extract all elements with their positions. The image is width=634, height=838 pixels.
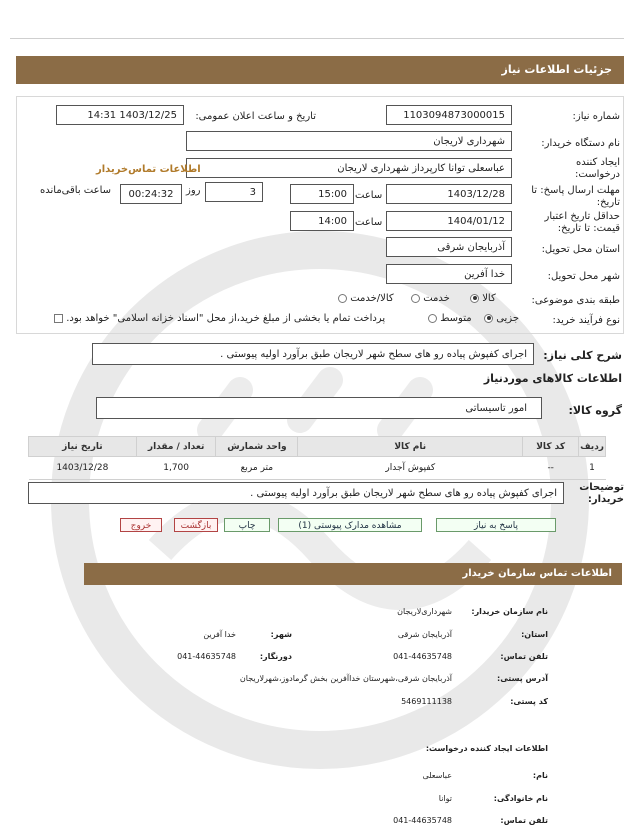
goods-section-title: اطلاعات کالاهای موردنیاز — [483, 372, 622, 385]
contact-org-label: نام سازمان خریدار: — [471, 607, 548, 616]
treasury-payment-option[interactable] — [54, 313, 385, 324]
table-row — [29, 457, 606, 480]
creator-label: ایجاد کننده درخواست: — [575, 157, 620, 180]
contact-section-title: اطلاعات تماس سازمان خریدار — [462, 568, 612, 579]
checkbox-icon — [54, 314, 63, 323]
contact-address-value: آذربایجان شرقی،شهرستان خداآفرین بخش گرمادوز،شهرلاریجان — [239, 674, 452, 683]
validity-label: حداقل تاریخ اعتبار قیمت: تا تاریخ: — [544, 211, 620, 234]
deadline-label: مهلت ارسال پاسخ: تا تاریخ: — [531, 185, 620, 208]
category-both-label: کالا/خدمت — [350, 293, 394, 304]
contact-province-label: استان: — [521, 630, 548, 639]
validity-time-label: ساعت — [355, 217, 383, 228]
category-option-goods[interactable] — [470, 293, 496, 304]
creator-phone-value: 041-44635748 — [393, 816, 452, 825]
exit-button[interactable]: خروج — [120, 518, 162, 532]
announce-field: 1403/12/25 14:31 — [56, 105, 184, 125]
creator-info-title: اطلاعات ایجاد کننده درخواست: — [425, 744, 548, 753]
cell-row-number: 1 — [579, 457, 606, 480]
cell-item-name: کفپوش آجدار — [298, 457, 523, 480]
cell-unit: متر مربع — [216, 457, 298, 480]
deadline-date-field: 1403/12/28 — [386, 184, 512, 204]
table-header-row — [29, 437, 606, 457]
category-label: طبقه بندی موضوعی: — [531, 295, 620, 306]
category-goods-label: کالا — [482, 293, 496, 304]
creator-family-value: توانا — [438, 794, 452, 803]
purchase-option-minor[interactable] — [484, 313, 519, 324]
col-row-number: ردیف — [579, 437, 606, 457]
top-divider — [10, 38, 624, 39]
contact-postal-label: کد پستی: — [510, 697, 548, 706]
col-need-date: تاریخ نیاز — [29, 437, 137, 457]
category-option-both[interactable] — [338, 293, 394, 304]
city-field: خدا آفرین — [386, 264, 512, 284]
reply-button[interactable]: پاسخ به نیاز — [436, 518, 556, 532]
announce-label: تاریخ و ساعت اعلان عمومی: — [195, 111, 316, 122]
buyer-notes-label: توضیحات خریدار: — [579, 482, 624, 505]
contact-fax-value: 041-44635748 — [177, 652, 236, 661]
contact-phone-value: 041-44635748 — [393, 652, 452, 661]
radio-icon — [411, 294, 420, 303]
buyer-notes-field: اجرای کفپوش پیاده رو های سطح شهر لاریجان طبق برآورد اولیه پیوستی . — [28, 482, 564, 504]
cell-quantity: 1,700 — [136, 457, 216, 480]
goods-group-label: گروه کالا: — [568, 404, 622, 417]
contact-city-value: خدا آفرین — [203, 630, 236, 639]
col-item-code: کد کالا — [523, 437, 579, 457]
creator-name-label: نام: — [532, 771, 548, 780]
contact-address-label: آدرس پستی: — [497, 674, 548, 683]
city-label: شهر محل تحویل: — [547, 271, 620, 282]
page-header — [16, 56, 624, 84]
creator-family-label: نام خانوادگی: — [493, 794, 548, 803]
buyer-org-label: نام دستگاه خریدار: — [541, 138, 620, 149]
need-number-field: 1103094873000015 — [386, 105, 512, 125]
buyer-contact-link[interactable]: اطلاعات تماس‌خریدار — [96, 164, 201, 175]
purchase-minor-label: جزیی — [496, 313, 520, 324]
remaining-label: ساعت باقی‌مانده — [40, 185, 112, 196]
need-number-label: شماره نیاز: — [572, 111, 620, 122]
cell-need-date: 1403/12/28 — [29, 457, 137, 480]
days-field: 3 — [205, 182, 263, 202]
col-item-name: نام کالا — [298, 437, 523, 457]
goods-group-field: امور تاسیساتی — [96, 397, 542, 419]
page-title: جزئیات اطلاعات نیاز — [501, 63, 612, 76]
category-option-service[interactable] — [411, 293, 450, 304]
contact-org-value: شهرداری‌لاریجان — [397, 607, 452, 616]
province-field: آذربایجان شرقی — [386, 237, 512, 257]
summary-field: اجرای کفپوش پیاده رو های سطح شهر لاریجان طبق برآورد اولیه پیوستی . — [92, 343, 534, 365]
radio-icon — [484, 314, 493, 323]
creator-field: عباسعلی توانا کارپرداز شهرداری لاریجان — [186, 158, 512, 178]
purchase-medium-label: متوسط — [440, 313, 472, 324]
remaining-time-field: 00:24:32 — [120, 184, 182, 204]
goods-table — [28, 436, 606, 480]
contact-section-header — [84, 563, 622, 585]
validity-date-field: 1404/01/12 — [386, 211, 512, 231]
contact-fax-label: دورنگار: — [259, 652, 292, 661]
creator-phone-label: تلفن تماس: — [500, 816, 548, 825]
contact-postal-value: 5469111138 — [401, 697, 452, 706]
contact-phone-label: تلفن تماس: — [500, 652, 548, 661]
buyer-org-field: شهرداری لاریجان — [186, 131, 512, 151]
contact-province-value: آذربایجان شرقی — [397, 630, 452, 639]
treasury-payment-note: پرداخت تمام یا بخشی از مبلغ خرید،از محل "اسناد خزانه اسلامی" خواهد بود. — [66, 313, 386, 324]
deadline-time-label: ساعت — [355, 190, 383, 201]
province-label: استان محل تحویل: — [541, 244, 620, 255]
radio-icon — [338, 294, 347, 303]
validity-time-field: 14:00 — [290, 211, 354, 231]
summary-label: شرح کلی نیاز: — [543, 349, 622, 362]
back-button[interactable]: بازگشت — [174, 518, 218, 532]
col-quantity: تعداد / مقدار — [136, 437, 216, 457]
purchase-option-medium[interactable] — [428, 313, 472, 324]
purchase-type-label: نوع فرآیند خرید: — [552, 315, 620, 326]
print-button[interactable]: چاپ — [224, 518, 270, 532]
days-label: روز — [186, 185, 201, 196]
col-unit: واحد شمارش — [216, 437, 298, 457]
radio-icon — [428, 314, 437, 323]
category-service-label: خدمت — [423, 293, 450, 304]
creator-name-value: عباسعلی — [422, 771, 452, 780]
radio-icon — [470, 294, 479, 303]
view-attachments-button[interactable]: مشاهده مدارک پیوستی (1) — [278, 518, 422, 532]
deadline-time-field: 15:00 — [290, 184, 354, 204]
cell-item-code: -- — [523, 457, 579, 480]
contact-city-label: شهر: — [270, 630, 292, 639]
